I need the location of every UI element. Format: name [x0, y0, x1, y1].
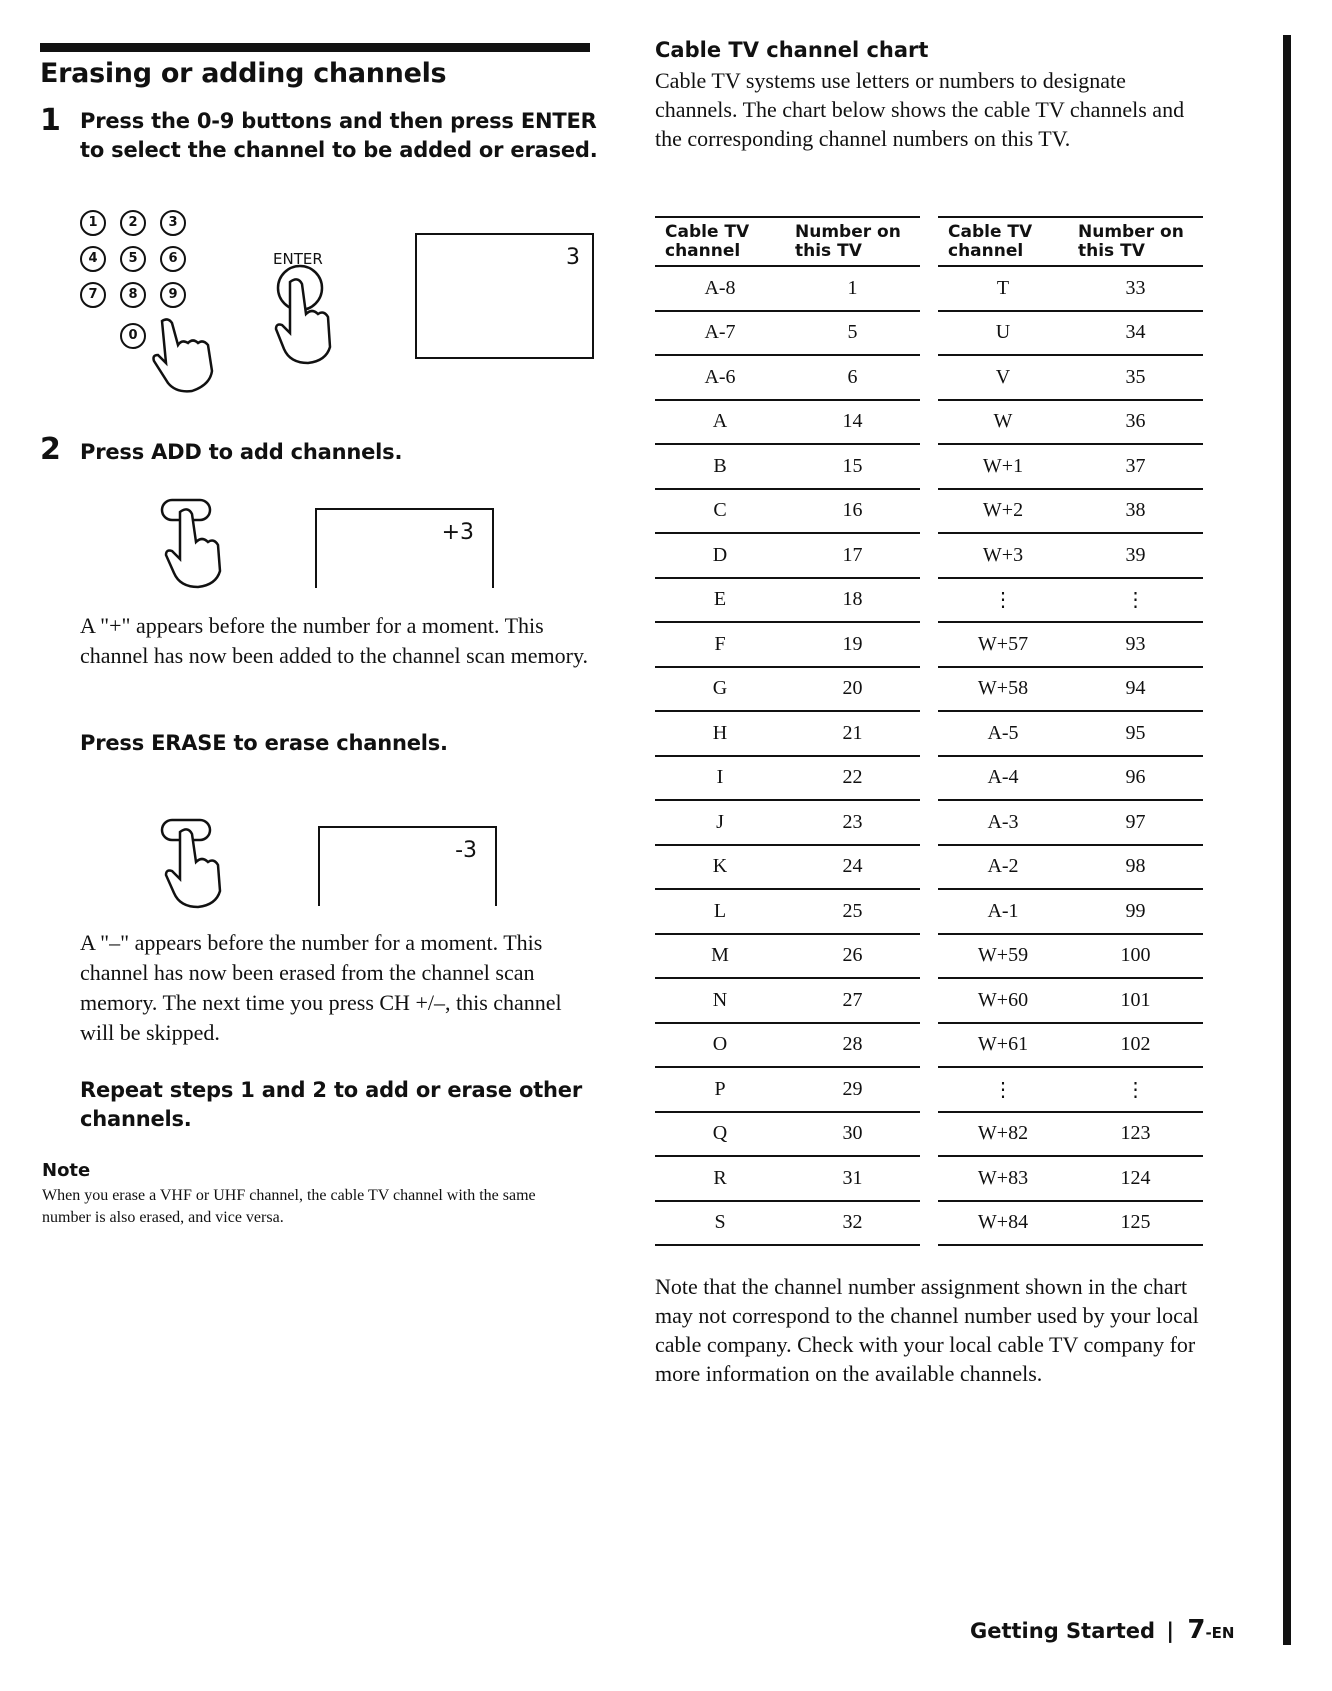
cable-channel-cell: J [655, 800, 785, 845]
cable-channel-cell: H [655, 711, 785, 756]
tv-number-cell: 20 [785, 667, 920, 712]
table-row [655, 1156, 920, 1201]
cable-channel-cell: W+1 [938, 444, 1068, 489]
tv-number-cell: 34 [1068, 311, 1203, 356]
screen-channel-number: 3 [566, 245, 580, 270]
tv-number-cell: 94 [1068, 667, 1203, 712]
tv-number-cell: 36 [1068, 400, 1203, 445]
tv-number-cell: 93 [1068, 622, 1203, 667]
tv-number-cell: 16 [785, 489, 920, 534]
table-row [655, 444, 920, 489]
cable-channel-cell: A-3 [938, 800, 1068, 845]
key-3: 3 [160, 210, 186, 236]
tv-screen-channel [415, 233, 594, 359]
table-row [938, 934, 1203, 979]
table-row [938, 889, 1203, 934]
cable-channel-cell: ⋮ [938, 578, 1068, 623]
channel-table-right [938, 216, 1203, 1246]
tv-number-cell: 35 [1068, 355, 1203, 400]
cable-channel-cell: L [655, 889, 785, 934]
tv-number-cell: 25 [785, 889, 920, 934]
table-row [655, 800, 920, 845]
table-row [655, 845, 920, 890]
cable-channel-cell: W+61 [938, 1023, 1068, 1068]
key-7: 7 [80, 282, 106, 308]
key-5: 5 [120, 246, 146, 272]
cable-channel-cell: ⋮ [938, 1067, 1068, 1112]
tv-number-cell: 99 [1068, 889, 1203, 934]
tv-number-cell: 5 [785, 311, 920, 356]
tv-number-cell: 124 [1068, 1156, 1203, 1201]
section-title: Erasing or adding channels [40, 58, 447, 89]
table-row [655, 1201, 920, 1246]
table-row [938, 266, 1203, 311]
cable-channel-cell: M [655, 934, 785, 979]
table-row [938, 1112, 1203, 1157]
cable-channel-cell: A [655, 400, 785, 445]
header-number-on-tv: Number on this TV [1068, 217, 1203, 266]
footer-section: Getting Started [970, 1619, 1156, 1643]
tv-number-cell: 17 [785, 533, 920, 578]
tv-number-cell: ⋮ [1068, 578, 1203, 623]
header-cable-channel: Cable TV channel [938, 217, 1068, 266]
tv-number-cell: 23 [785, 800, 920, 845]
chart-note: Note that the channel number assignment shown in the chart may not correspond to the channel number used by your local cable company. Check with your local cable TV company for more information on the available channels. [655, 1274, 1199, 1386]
tv-number-cell: 19 [785, 622, 920, 667]
table-row [655, 1023, 920, 1068]
page-suffix: -EN [1205, 1624, 1235, 1642]
cable-channel-cell: W+2 [938, 489, 1068, 534]
header-cable-channel: Cable TV channel [655, 217, 785, 266]
key-4: 4 [80, 246, 106, 272]
cable-channel-cell: E [655, 578, 785, 623]
cable-channel-cell: A-6 [655, 355, 785, 400]
cable-channel-cell: K [655, 845, 785, 890]
table-row [938, 800, 1203, 845]
note-heading: Note [42, 1160, 91, 1181]
table-row [655, 667, 920, 712]
cable-channel-cell: N [655, 978, 785, 1023]
cable-channel-cell: A-1 [938, 889, 1068, 934]
table-row [938, 444, 1203, 489]
tv-number-cell: 39 [1068, 533, 1203, 578]
table-row [655, 311, 920, 356]
note-text: When you erase a VHF or UHF channel, the cable TV channel with the same number is also erased, and vice versa. [42, 1187, 536, 1226]
table-row [655, 533, 920, 578]
cable-channel-cell: D [655, 533, 785, 578]
cable-channel-cell: V [938, 355, 1068, 400]
cable-channel-cell: O [655, 1023, 785, 1068]
tv-number-cell: 30 [785, 1112, 920, 1157]
page-number: 7 [1187, 1615, 1206, 1645]
tv-number-cell: 101 [1068, 978, 1203, 1023]
table-row [938, 667, 1203, 712]
key-1: 1 [80, 210, 106, 236]
table-row [938, 756, 1203, 801]
tv-number-cell: 37 [1068, 444, 1203, 489]
header-number-on-tv: Number on this TV [785, 217, 920, 266]
cable-channel-cell: G [655, 667, 785, 712]
table-body-left [655, 266, 920, 1245]
table-row [655, 355, 920, 400]
table-row [655, 934, 920, 979]
erase-description: A "–" appears before the number for a moment. This channel has now been erased from the channel scan memory. The next time you press CH +/–, this channel will be skipped. [80, 930, 562, 1045]
tv-number-cell: 22 [785, 756, 920, 801]
table-row [938, 845, 1203, 890]
add-screen-number: +3 [441, 520, 474, 545]
tv-number-cell: 1 [785, 266, 920, 311]
step-1-number: 1 [40, 103, 61, 138]
table-row [938, 400, 1203, 445]
cable-channel-cell: W+59 [938, 934, 1068, 979]
tv-number-cell: 38 [1068, 489, 1203, 534]
tv-number-cell: 97 [1068, 800, 1203, 845]
cable-channel-cell: A-7 [655, 311, 785, 356]
tv-number-cell: 29 [785, 1067, 920, 1112]
table-row [655, 756, 920, 801]
cable-channel-cell: A-4 [938, 756, 1068, 801]
table-row [938, 1201, 1203, 1246]
tv-number-cell: 26 [785, 934, 920, 979]
tv-screen-add [315, 508, 494, 588]
table-row [938, 711, 1203, 756]
table-row [938, 622, 1203, 667]
table-body-right [938, 266, 1203, 1245]
tv-number-cell: 33 [1068, 266, 1203, 311]
table-row [655, 1112, 920, 1157]
tv-number-cell: 32 [785, 1201, 920, 1246]
table-row [938, 533, 1203, 578]
table-row [655, 400, 920, 445]
cable-channel-cell: B [655, 444, 785, 489]
erase-button-hand-icon [160, 818, 240, 913]
tv-number-cell: 125 [1068, 1201, 1203, 1246]
table-row [938, 1067, 1203, 1112]
tv-number-cell: 96 [1068, 756, 1203, 801]
tv-number-cell: 31 [785, 1156, 920, 1201]
cable-channel-cell: W+83 [938, 1156, 1068, 1201]
table-row [938, 1023, 1203, 1068]
erase-screen-number: -3 [455, 838, 477, 863]
add-button-hand-icon [160, 498, 240, 593]
tv-number-cell: 14 [785, 400, 920, 445]
table-row [655, 711, 920, 756]
pressing-hand-icon [150, 315, 230, 395]
step-2-text: Press ADD to add channels. [80, 440, 403, 464]
table-row [938, 1156, 1203, 1201]
tv-number-cell: 24 [785, 845, 920, 890]
table-row [655, 889, 920, 934]
tv-number-cell: 98 [1068, 845, 1203, 890]
cable-channel-cell: Q [655, 1112, 785, 1157]
cable-channel-cell: P [655, 1067, 785, 1112]
cable-channel-cell: C [655, 489, 785, 534]
page-footer [970, 1615, 1234, 1645]
channel-table-left [655, 216, 920, 1246]
cable-channel-cell: I [655, 756, 785, 801]
table-row [938, 578, 1203, 623]
cable-channel-cell: W [938, 400, 1068, 445]
cable-channel-cell: W+60 [938, 978, 1068, 1023]
step-1-text: Press the 0-9 buttons and then press ENTER to select the channel to be added or erased. [80, 109, 598, 162]
table-row [655, 978, 920, 1023]
table-row [938, 489, 1203, 534]
tv-number-cell: 102 [1068, 1023, 1203, 1068]
tv-number-cell: 21 [785, 711, 920, 756]
enter-label: ENTER [273, 250, 323, 268]
tv-screen-erase [318, 826, 497, 906]
tv-number-cell: 15 [785, 444, 920, 489]
tv-number-cell: 123 [1068, 1112, 1203, 1157]
section-rule [40, 43, 590, 52]
table-row [655, 489, 920, 534]
table-row [938, 978, 1203, 1023]
table-row [655, 266, 920, 311]
key-8: 8 [120, 282, 146, 308]
chart-title: Cable TV channel chart [655, 38, 929, 62]
tv-number-cell: 27 [785, 978, 920, 1023]
cable-channel-cell: R [655, 1156, 785, 1201]
erase-heading: Press ERASE to erase channels. [80, 731, 448, 755]
cable-channel-cell: A-8 [655, 266, 785, 311]
cable-channel-cell: W+84 [938, 1201, 1068, 1246]
tv-number-cell: 28 [785, 1023, 920, 1068]
key-0: 0 [120, 323, 146, 349]
enter-button-hand-icon [270, 262, 350, 372]
table-row [938, 355, 1203, 400]
table-row [655, 622, 920, 667]
cable-channel-cell: W+58 [938, 667, 1068, 712]
cable-channel-cell: T [938, 266, 1068, 311]
cable-channel-cell: A-2 [938, 845, 1068, 890]
add-description: A "+" appears before the number for a moment. This channel has now been added to the channel scan memory. [80, 613, 589, 668]
key-2: 2 [120, 210, 146, 236]
cable-channel-cell: W+3 [938, 533, 1068, 578]
cable-channel-cell: W+57 [938, 622, 1068, 667]
tv-number-cell: 100 [1068, 934, 1203, 979]
cable-channel-cell: A-5 [938, 711, 1068, 756]
tv-number-cell: ⋮ [1068, 1067, 1203, 1112]
footer-separator: | [1166, 1619, 1175, 1643]
cable-channel-cell: W+82 [938, 1112, 1068, 1157]
repeat-instruction: Repeat steps 1 and 2 to add or erase other channels. [80, 1078, 582, 1131]
key-6: 6 [160, 246, 186, 272]
tv-number-cell: 18 [785, 578, 920, 623]
table-row [655, 578, 920, 623]
step-2-number: 2 [40, 432, 61, 467]
table-row [655, 1067, 920, 1112]
cable-channel-cell: F [655, 622, 785, 667]
page-edge-rule [1283, 35, 1291, 1645]
cable-channel-cell: S [655, 1201, 785, 1246]
key-9: 9 [160, 282, 186, 308]
tv-number-cell: 6 [785, 355, 920, 400]
table-row [938, 311, 1203, 356]
chart-intro: Cable TV systems use letters or numbers to designate channels. The chart below shows the cable TV channels and the corresponding channel numbers on this TV. [655, 68, 1185, 151]
cable-channel-cell: U [938, 311, 1068, 356]
tv-number-cell: 95 [1068, 711, 1203, 756]
